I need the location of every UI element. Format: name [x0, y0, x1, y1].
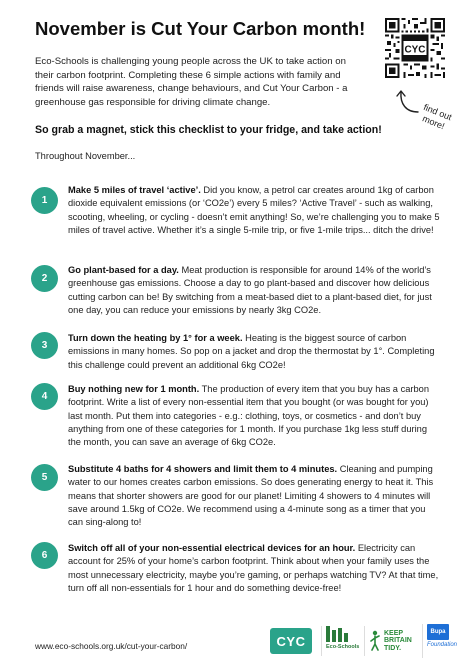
action-body: Cleaning and pumping water to our homes creates carbon emissions. So does generating energy to heat it. This means that shorter showers are good for our planet! Limiting 4 showers to 4 minutes will save around 1.5kg of CO2e. We recommend using a 4-minute song as a timer that you can sing-along to! [68, 464, 434, 528]
action-heading: Make 5 miles of travel ‘active’. [68, 185, 201, 195]
call-to-action: So grab a magnet, stick this checklist to your fridge, and take action! [35, 124, 382, 136]
action-text [68, 332, 440, 372]
action-heading: Switch off all of your non-essential electrical devices for an hour. [68, 543, 356, 553]
qr-code[interactable] [385, 18, 445, 78]
action-number-badge: 1 [31, 187, 58, 214]
eco-schools-logo [321, 626, 360, 656]
action-body: Electricity can account for 25% of your home’s carbon footprint. Think about when your family uses the most unnecessary electricity, maybe you’re gaming, or perhaps watching TV? At that time, turn off all non-essentials for 1 hour and do something device-free! [68, 543, 439, 593]
kbt-line-3: TIDY. [384, 644, 402, 652]
keep-britain-tidy-logo [364, 626, 416, 656]
find-out-more-note: find out more! [420, 101, 454, 132]
action-text [68, 184, 440, 237]
bupa-foundation-logo [422, 624, 460, 658]
eco-schools-label: Eco-Schools [326, 644, 360, 650]
action-heading: Substitute 4 baths for 4 showers and limit them to 4 minutes. [68, 464, 338, 474]
kbt-line-2: BRITAIN [384, 637, 412, 645]
action-text [68, 264, 440, 317]
action-body: Did you know, a petrol car creates around 1kg of carbon dioxide equivalent emissions (or ‘CO2e’) every 5 miles? ‘Active Travel’ - such as walking, scooting, wheeling, or cycling - doesn’t emit anything! So, we’re challenging you to make 5 miles of travel active. Whether it’s a single 5-mile trip, or five 1-mile trips... ditch the drive! [68, 185, 440, 235]
action-number-badge: 4 [31, 383, 58, 410]
action-number-badge: 5 [31, 464, 58, 491]
action-text [68, 383, 440, 449]
action-body: Heating is the biggest source of carbon emissions in many homes. So pop on a jacket and drop the thermostat by 1°. Completing this challenge could prevent an additional 6kg CO2e! [68, 333, 435, 370]
action-body: Meat production is responsible for around 14% of the world’s greenhouse gas emissions. Choose a day to go plant-based and discover how delicious cutting carbon can be! By switching from a meat-based diet to a plant-based diet, for just one day, you can reduce your emissions by nearly 3kg CO2e. [68, 265, 432, 315]
page-title: November is Cut Your Carbon month! [35, 18, 366, 39]
kbt-line-1: KEEP [384, 629, 404, 637]
eco-schools-bars-icon [326, 626, 357, 642]
action-number-badge: 6 [31, 542, 58, 569]
action-text [68, 463, 440, 529]
action-number-badge: 3 [31, 332, 58, 359]
throughout-november: Throughout November... [35, 151, 136, 161]
action-heading: Go plant-based for a day. [68, 265, 179, 275]
action-heading: Buy nothing new for 1 month. [68, 384, 200, 394]
tidyman-icon [369, 630, 381, 652]
intro-paragraph: Eco-Schools is challenging young people across the UK to take action on their carbon footprint. Completing these 6 simple actions with family and friends will raise awareness, change behaviours, and Cut Your Carbon - a greenhouse gas responsible for driving climate change. [35, 56, 348, 108]
action-text [68, 542, 440, 595]
action-heading: Turn down the heating by 1° for a week. [68, 333, 243, 343]
action-number-badge: 2 [31, 265, 58, 292]
keep-britain-tidy-text [384, 630, 412, 653]
qr-center-label: CYC [404, 44, 426, 56]
action-body: The production of every item that you buy has a carbon footprint. Write a list of every non-essential item that you bought (or was bought for you) last month. Put them into categories - e.g.: clothing, toys, or cosmetics - and don’t buy anything from one of these categories for 1 month. If you purchase 1kg less stuff during the month, you can save an average of 6kg CO2e. [68, 384, 429, 448]
cyc-logo: CYC [270, 628, 312, 654]
bupa-foundation-label: Foundation [427, 642, 458, 648]
qr-code-graphic [385, 18, 445, 78]
footer-url-link[interactable]: www.eco-schools.org.uk/cut-your-carbon/ [35, 641, 188, 651]
bupa-box: Bupa [427, 624, 449, 640]
